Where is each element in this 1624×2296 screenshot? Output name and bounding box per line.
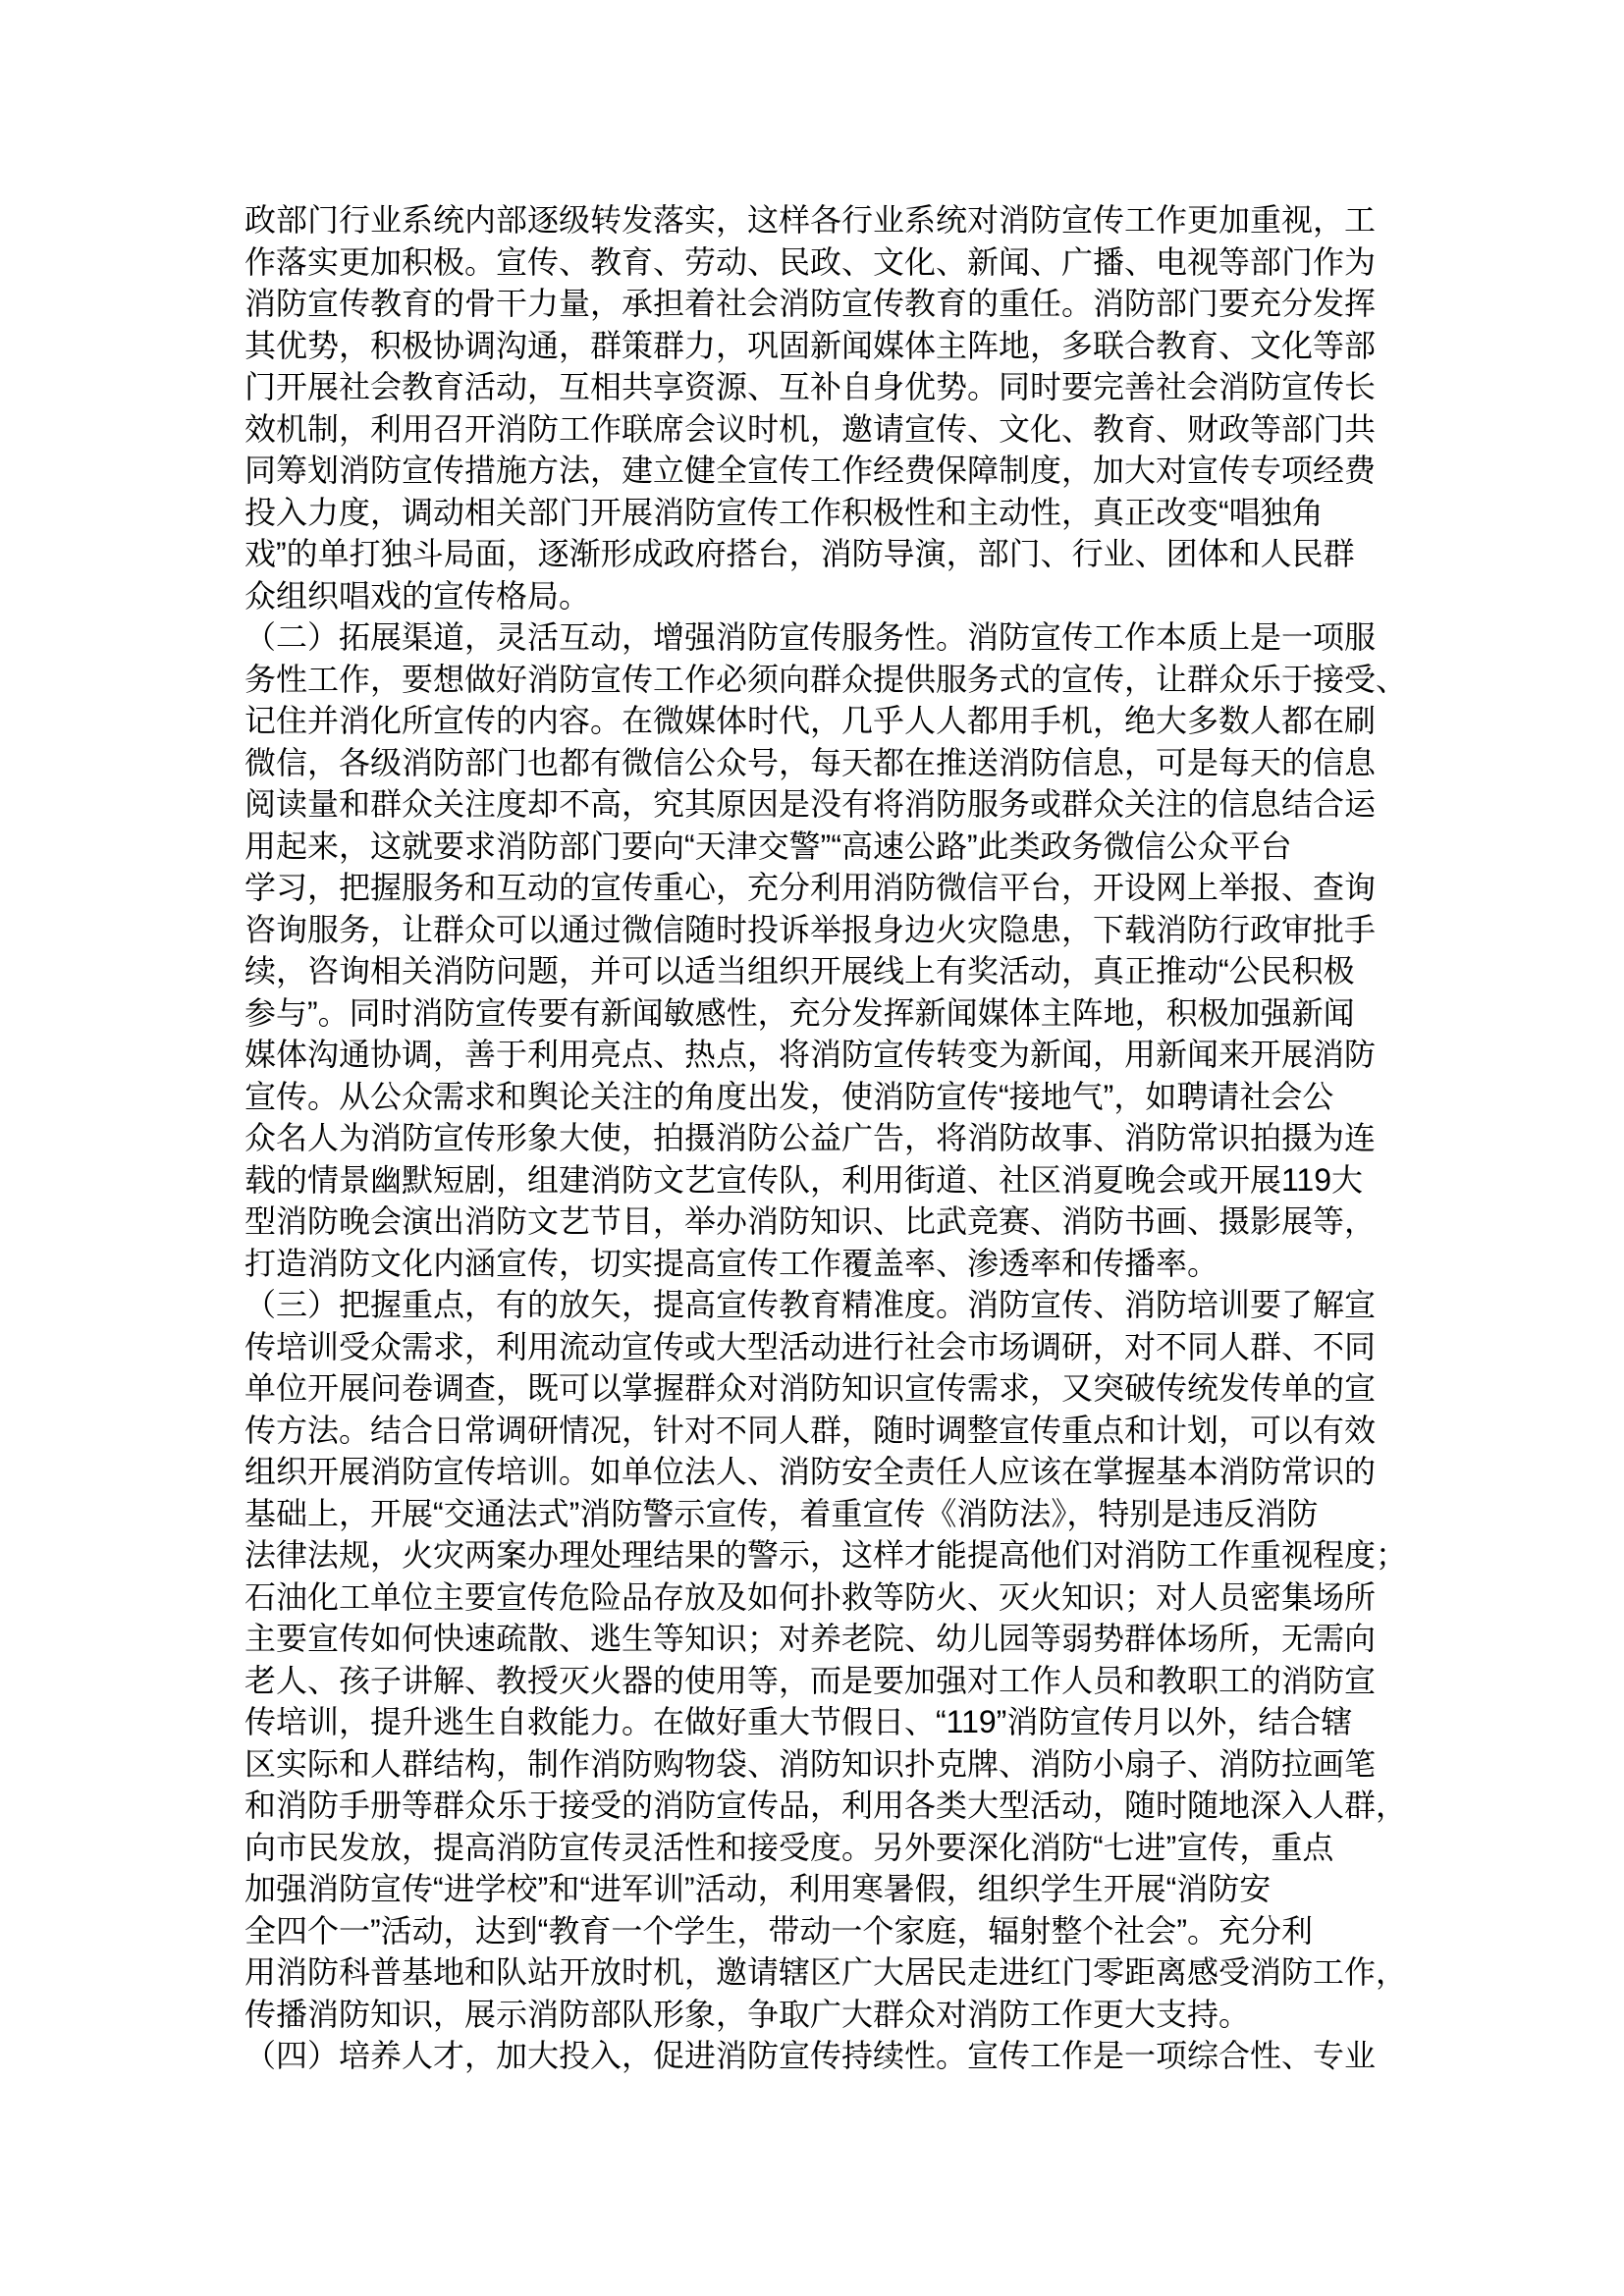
- text-line: 组织开展消防宣传培训。如单位法人、消防安全责任人应该在掌握基本消防常识的: [244, 1454, 1377, 1489]
- text-line: 传方法。结合日常调研情况，针对不同人群，随时调整宣传重点和计划，可以有效: [244, 1412, 1377, 1448]
- text-line: 主要宣传如何快速疏散、逃生等知识；对养老院、幼儿园等弱势群体场所，无需向: [244, 1621, 1377, 1656]
- text-line: 咨询服务，让群众可以通过微信随时投诉举报身边火灾隐患，下载消防行政审批手: [244, 911, 1377, 947]
- text-line: 区实际和人群结构，制作消防购物袋、消防知识扑克牌、消防小扇子、消防拉画笔: [244, 1745, 1377, 1782]
- text-line: 众名人为消防宣传形象大使，拍摄消防公益广告，将消防故事、消防常识拍摄为连: [244, 1120, 1377, 1155]
- text-line: 务性工作，要想做好消防宣传工作必须向群众提供服务式的宣传，让群众乐于接受、: [244, 661, 1408, 697]
- text-line: 戏”的单打独斗局面，逐渐形成政府搭台，消防导演，部门、行业、团体和人民群: [244, 536, 1355, 571]
- text-line: （四）培养人才，加大投入，促进消防宣传持续性。宣传工作是一项综合性、专业: [244, 2038, 1377, 2073]
- text-line: 用起来，这就要求消防部门要向“天津交警”“高速公路”此类政务微信公众平台: [244, 828, 1292, 864]
- text-line: 参与”。同时消防宣传要有新闻敏感性，充分发挥新闻媒体主阵地，积极加强新闻: [244, 994, 1355, 1031]
- paragraph-2: [244, 616, 1408, 1284]
- text-line: 消防宣传教育的骨干力量，承担着社会消防宣传教育的重任。消防部门要充分发挥: [244, 286, 1377, 321]
- text-line: 用消防科普基地和队站开放时机，邀请辖区广大居民走进红门零距离感受消防工作，: [244, 1954, 1408, 1990]
- text-line: 同筹划消防宣传措施方法，建立健全宣传工作经费保障制度，加大对宣传专项经费: [244, 453, 1377, 488]
- text-line: 其优势，积极协调沟通，群策群力，巩固新闻媒体主阵地，多联合教育、文化等部: [244, 327, 1377, 363]
- text-line: 投入力度，调动相关部门开展消防宣传工作积极性和主动性，真正改变“唱独角: [244, 494, 1324, 530]
- text-line: 媒体沟通协调，善于利用亮点、热点，将消防宣传转变为新闻，用新闻来开展消防: [244, 1037, 1377, 1072]
- paragraph-3: [244, 1284, 1408, 2035]
- text-line: 打造消防文化内涵宣传，切实提高宣传工作覆盖率、渗透率和传播率。: [244, 1245, 1219, 1281]
- text-line: （三）把握重点，有的放矢，提高宣传教育精准度。消防宣传、消防培训要了解宣: [244, 1287, 1377, 1322]
- text-line: 传培训，提升逃生自救能力。在做好重大节假日、“119”消防宣传月以外，结合辖: [244, 1704, 1353, 1739]
- text-line: 单位开展问卷调查，既可以掌握群众对消防知识宣传需求，又突破传统发传单的宣: [244, 1370, 1377, 1406]
- text-line: 传培训受众需求，利用流动宣传或大型活动进行社会市场调研，对不同人群、不同: [244, 1328, 1377, 1364]
- text-line: 全四个一”活动，达到“教育一个学生，带动一个家庭，辐射整个社会”。充分利: [244, 1912, 1313, 1949]
- document-body: [244, 199, 1408, 2077]
- text-line: 型消防晚会演出消防文艺节目，举办消防知识、比武竞赛、消防书画、摄影展等，: [244, 1203, 1377, 1239]
- text-line: 学习，把握服务和互动的宣传重心，充分利用消防微信平台，开设网上举报、查询: [244, 870, 1377, 905]
- text-line: 政部门行业系统内部逐级转发落实，这样各行业系统对消防宣传工作更加重视，工: [244, 202, 1377, 238]
- text-line: 宣传。从公众需求和舆论关注的角度出发，使消防宣传“接地气”，如聘请社会公: [244, 1078, 1334, 1114]
- paragraph-4: [244, 2035, 1393, 2077]
- text-line: 门开展社会教育活动，互相共享资源、互补自身优势。同时要完善社会消防宣传长: [244, 369, 1377, 404]
- text-line: 阅读量和群众关注度却不高，究其原因是没有将消防服务或群众关注的信息结合运: [244, 786, 1377, 822]
- text-line: 微信，各级消防部门也都有微信公众号，每天都在推送消防信息，可是每天的信息: [244, 744, 1377, 780]
- paragraph-1: [244, 199, 1393, 616]
- text-line: 向市民发放，提高消防宣传灵活性和接受度。另外要深化消防“七进”宣传，重点: [244, 1829, 1334, 1865]
- text-line: 和消防手册等群众乐于接受的消防宣传品，利用各类大型活动，随时随地深入人群，: [244, 1788, 1408, 1823]
- text-line: 法律法规，火灾两案办理处理结果的警示，这样才能提高他们对消防工作重视程度；: [244, 1537, 1408, 1573]
- text-line: （二）拓展渠道，灵活互动，增强消防宣传服务性。消防宣传工作本质上是一项服: [244, 619, 1377, 655]
- text-line: 续，咨询相关消防问题，并可以适当组织开展线上有奖活动，真正推动“公民积极: [244, 953, 1355, 988]
- text-line: 载的情景幽默短剧，组建消防文艺宣传队，利用街道、社区消夏晚会或开展119大: [244, 1161, 1364, 1198]
- text-line: 众组织唱戏的宣传格局。: [244, 577, 591, 614]
- text-line: 老人、孩子讲解、教授灭火器的使用等，而是要加强对工作人员和教职工的消防宣: [244, 1662, 1377, 1698]
- text-line: 记住并消化所宣传的内容。在微媒体时代，几乎人人都用手机，绝大多数人都在刷: [244, 703, 1377, 738]
- text-line: 效机制，利用召开消防工作联席会议时机，邀请宣传、文化、教育、财政等部门共: [244, 410, 1377, 447]
- text-line: 加强消防宣传“进学校”和“进军训”活动，利用寒暑假，组织学生开展“消防安: [244, 1871, 1272, 1906]
- text-line: 石油化工单位主要宣传危险品存放及如何扑救等防火、灭火知识；对人员密集场所: [244, 1578, 1377, 1615]
- text-line: 作落实更加积极。宣传、教育、劳动、民政、文化、新闻、广播、电视等部门作为: [244, 243, 1377, 280]
- text-line: 基础上，开展“交通法式”消防警示宣传，着重宣传《消防法》，特别是违反消防: [244, 1495, 1319, 1531]
- text-line: 传播消防知识，展示消防部队形象，争取广大群众对消防工作更大支持。: [244, 1996, 1251, 2032]
